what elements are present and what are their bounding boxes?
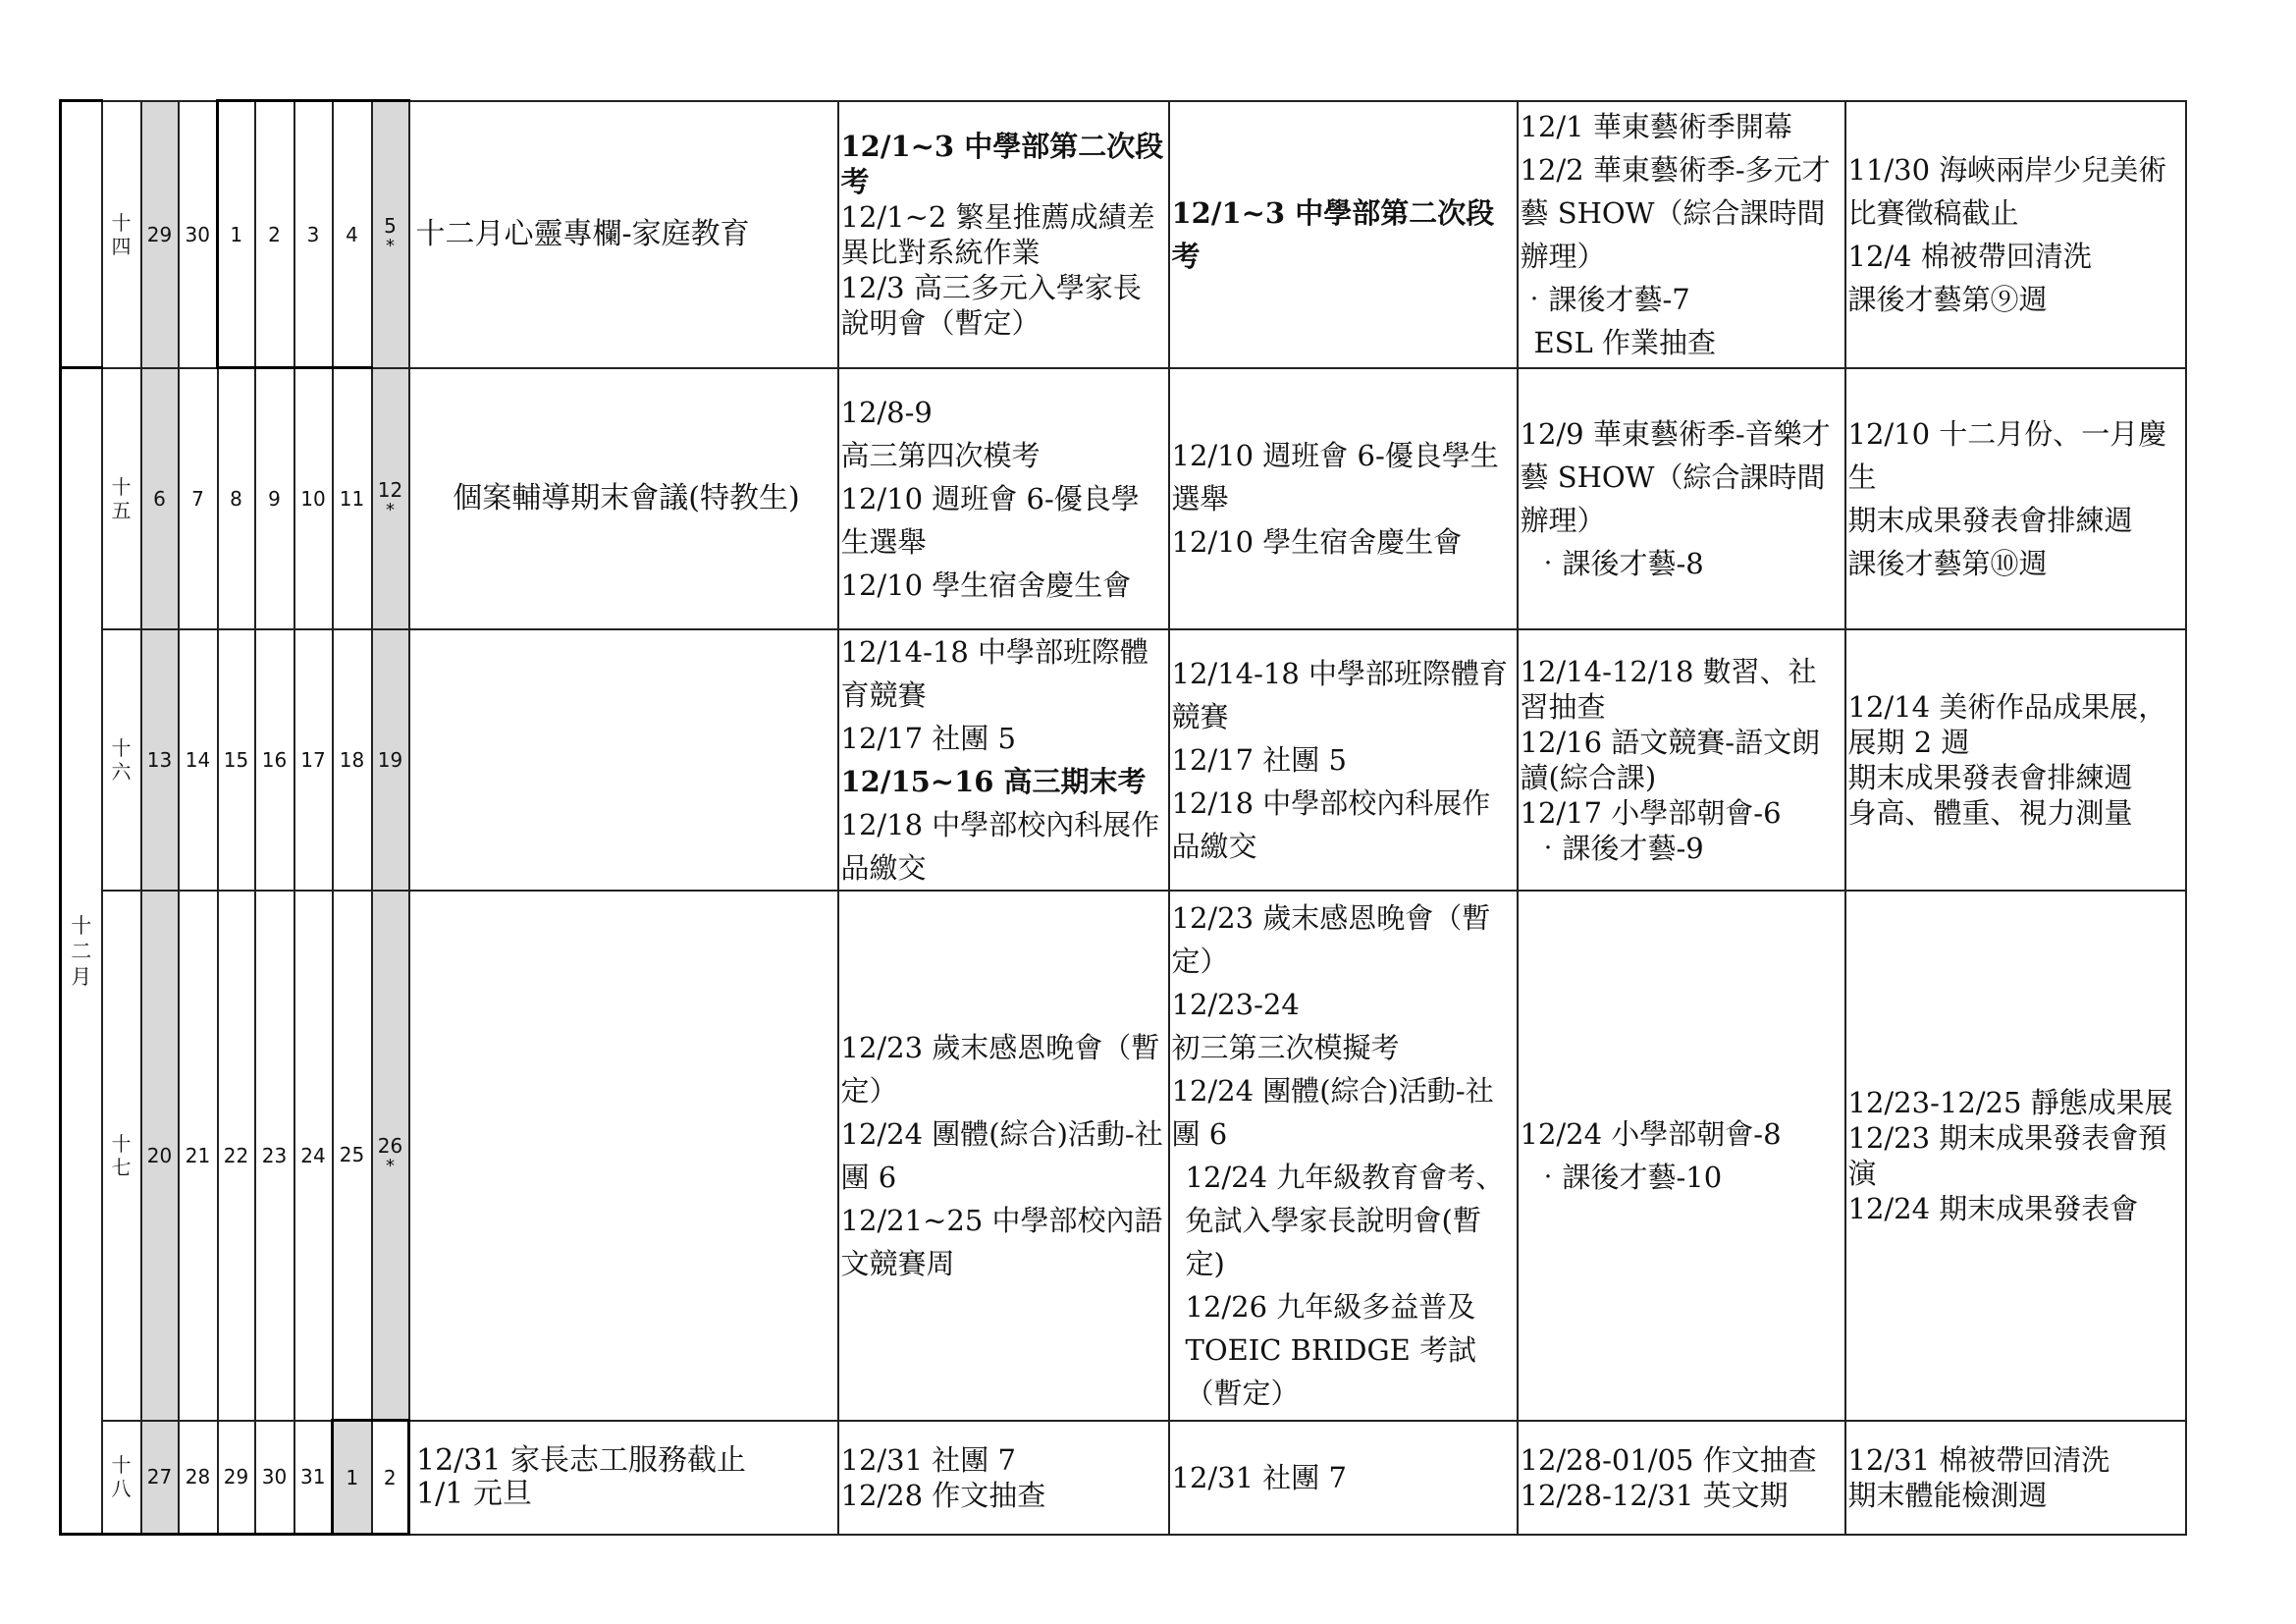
event-line: 12/31 社團 7 <box>1171 1460 1347 1494</box>
events-col2 <box>1169 891 1518 1421</box>
events-col3 <box>1518 1421 1845 1535</box>
event-line: 12/3 高三多元入學家長說明會（暫定） <box>840 270 1142 340</box>
event-line: 12/26 九年級多益普及 TOEIC BRIDGE 考試（暫定） <box>1185 1289 1477 1410</box>
day-cell: 11 <box>333 368 372 629</box>
event-line: 期末成果發表會排練週 <box>1847 760 2133 794</box>
week-number: 十 八 <box>102 1421 141 1535</box>
event-line: 課後才藝第⑩週 <box>1847 546 2048 580</box>
events-col4 <box>1845 101 2186 368</box>
event-line: 12/18 中學部校內科展作品繳交 <box>1171 785 1491 863</box>
event-line: 12/24 期末成果發表會 <box>1847 1191 2139 1225</box>
day-cell-sat <box>372 101 409 368</box>
event-line: 12/23 期末成果發表會預演 <box>1847 1120 2167 1190</box>
day-cell: 17 <box>294 629 333 891</box>
event-line: 12/1~3 中學部第二次段考 <box>840 129 1164 198</box>
event-line: 12/4 棉被帶回清洗 <box>1847 239 2092 273</box>
day-cell: 9 <box>255 368 294 629</box>
event-line: 12/17 社團 5 <box>1171 742 1347 777</box>
week-number: 十 六 <box>102 629 141 891</box>
events-col1 <box>838 1421 1169 1535</box>
event-line: 12/24 團體(綜合)活動-社團 6 <box>1171 1073 1494 1151</box>
day-cell: 23 <box>255 891 294 1421</box>
day-cell: 28 <box>179 1421 218 1535</box>
event-line: ‧課後才藝-9 <box>1533 831 1704 865</box>
day-cell: 30 <box>179 101 218 368</box>
event-line: 12/31 社團 7 <box>840 1442 1016 1477</box>
event-line: 高三第四次模考 <box>840 438 1041 472</box>
event-line: 12/31 家長志工服務截止 <box>416 1442 746 1478</box>
events-col4 <box>1845 891 2186 1421</box>
events-col2 <box>1169 101 1518 368</box>
week-row-17 <box>61 891 2186 1421</box>
event-line: 身高、體重、視力測量 <box>1847 795 2133 830</box>
star-mark: * <box>386 499 395 520</box>
week-number: 十 五 <box>102 368 141 629</box>
events-col4 <box>1845 629 2186 891</box>
event-line: 12/18 中學部校內科展作品繳交 <box>840 807 1160 885</box>
event-line: 12/10 十二月份、一月慶生 <box>1847 416 2167 494</box>
event-line: 12/28-12/31 英文期 <box>1520 1478 1789 1512</box>
event-line: 12/1~2 繁星推薦成績差異比對系統作業 <box>840 199 1155 269</box>
event-line: 12/14-18 中學部班際體育競賽 <box>840 634 1148 712</box>
day-cell: 1 <box>333 1421 372 1535</box>
event-line: 12/1~3 中學部第二次段考 <box>1171 195 1495 273</box>
day-cell: 8 <box>218 368 255 629</box>
day-cell: 2 <box>255 101 294 368</box>
day-cell: 25 <box>333 891 372 1421</box>
day-cell: 14 <box>179 629 218 891</box>
events-col2 <box>1169 368 1518 629</box>
event-line: 12/2 華東藝術季-多元才藝 SHOW（綜合課時間辦理） <box>1520 152 1831 273</box>
theme-cell <box>409 629 838 891</box>
events-col4 <box>1845 368 2186 629</box>
week-number: 十 四 <box>102 101 141 368</box>
event-line: 12/10 週班會 6-優良學生選舉 <box>1171 438 1499 515</box>
event-line: 12/1 華東藝術季開幕 <box>1520 109 1792 143</box>
day-cell: 29 <box>141 101 179 368</box>
events-col4 <box>1845 1421 2186 1535</box>
event-line: 12/17 社團 5 <box>840 721 1016 755</box>
day-cell: 13 <box>141 629 179 891</box>
week-row-18 <box>61 1421 2186 1535</box>
event-line: 12/14 美術作品成果展，展期 2 週 <box>1847 689 2167 759</box>
day-cell: 2 <box>372 1421 409 1535</box>
event-line: 12/9 華東藝術季-音樂才藝 SHOW（綜合課時間辦理） <box>1520 416 1831 537</box>
day-cell: 24 <box>294 891 333 1421</box>
event-line: 12/10 學生宿舍慶生會 <box>840 568 1132 602</box>
school-calendar-table <box>59 99 2187 1536</box>
event-line: 初三第三次模擬考 <box>1171 1030 1400 1064</box>
event-line: 12/10 學生宿舍慶生會 <box>1171 524 1463 559</box>
month-cell-prev <box>61 101 102 368</box>
event-line: ‧課後才藝-8 <box>1533 546 1704 580</box>
event-line: 12/14-18 中學部班際體育競賽 <box>1171 656 1508 733</box>
day-cell: 16 <box>255 629 294 891</box>
events-col3 <box>1518 891 1845 1421</box>
day-cell: 15 <box>218 629 255 891</box>
event-line: 12/14-12/18 數習、社習抽查 <box>1520 654 1817 724</box>
event-line: 12/23-24 <box>1171 987 1300 1021</box>
theme-cell <box>409 891 838 1421</box>
event-line: 期末成果發表會排練週 <box>1847 503 2133 537</box>
events-col2 <box>1169 629 1518 891</box>
event-line: 12/16 語文競賽-語文朗讀(綜合課) <box>1520 725 1821 794</box>
month-label <box>61 368 102 1535</box>
events-col3 <box>1518 101 1845 368</box>
day-cell: 18 <box>333 629 372 891</box>
event-line: 12/24 小學部朝會-8 <box>1520 1116 1782 1151</box>
day-cell: 3 <box>294 101 333 368</box>
day-cell: 27 <box>141 1421 179 1535</box>
day-cell: 7 <box>179 368 218 629</box>
event-line: ESL 作業抽查 <box>1533 325 1717 359</box>
event-line: 12/15~16 高三期末考 <box>840 764 1147 798</box>
day-cell: 19 <box>372 629 409 891</box>
event-line: 12/23 歲末感恩晚會（暫定） <box>1171 900 1491 978</box>
event-line: ‧課後才藝-10 <box>1533 1160 1723 1194</box>
day-cell-sat <box>372 891 409 1421</box>
star-mark: * <box>386 1156 395 1177</box>
theme-cell: 十二月心靈專欄-家庭教育 <box>409 101 838 368</box>
day-cell: 29 <box>218 1421 255 1535</box>
event-line: 1/1 元旦 <box>416 1476 532 1511</box>
events-col3 <box>1518 368 1845 629</box>
day-cell: 30 <box>255 1421 294 1535</box>
event-line: ‧課後才藝-7 <box>1520 282 1690 316</box>
week-row-14 <box>61 101 2186 368</box>
event-line: 12/23-12/25 靜態成果展 <box>1847 1085 2173 1119</box>
day-number: 12 <box>377 477 403 502</box>
day-cell: 22 <box>218 891 255 1421</box>
events-col2 <box>1169 1421 1518 1535</box>
day-cell: 1 <box>218 101 255 368</box>
event-line: 12/28-01/05 作文抽查 <box>1520 1442 1817 1477</box>
week-row-16 <box>61 629 2186 891</box>
event-line: 12/28 作文抽查 <box>840 1478 1046 1512</box>
theme-cell: 個案輔導期末會議(特教生) <box>409 368 838 629</box>
week-number: 十 七 <box>102 891 141 1421</box>
event-line: 12/8-9 <box>840 395 933 429</box>
events-col1 <box>838 101 1169 368</box>
event-line: 12/24 團體(綜合)活動-社團 6 <box>840 1116 1163 1194</box>
event-line: 12/17 小學部朝會-6 <box>1520 795 1782 830</box>
day-cell: 20 <box>141 891 179 1421</box>
star-mark: * <box>386 235 395 256</box>
month-text: 十二月 <box>71 913 92 989</box>
theme-cell <box>409 1421 838 1535</box>
event-line: 12/10 週班會 6-優良學生選舉 <box>840 481 1140 559</box>
event-line: 12/24 九年級教育會考、免試入學家長說明會(暫定) <box>1185 1160 1505 1280</box>
events-col3 <box>1518 629 1845 891</box>
events-col1 <box>838 891 1169 1421</box>
day-number: 5 <box>384 213 397 238</box>
event-line: 課後才藝第⑨週 <box>1847 282 2048 316</box>
event-line: 11/30 海峽兩岸少兒美術比賽徵稿截止 <box>1847 152 2167 230</box>
day-cell: 4 <box>333 101 372 368</box>
event-line: 12/21~25 中學部校內語文競賽周 <box>840 1203 1163 1280</box>
events-col1 <box>838 368 1169 629</box>
events-col1 <box>838 629 1169 891</box>
week-row-15 <box>61 368 2186 629</box>
event-line: 12/31 棉被帶回清洗 <box>1847 1442 2110 1477</box>
event-line: 12/23 歲末感恩晚會（暫定） <box>840 1030 1160 1108</box>
day-cell: 10 <box>294 368 333 629</box>
day-number: 26 <box>377 1134 403 1159</box>
day-cell: 6 <box>141 368 179 629</box>
day-cell-sat <box>372 368 409 629</box>
event-line: 期末體能檢測週 <box>1847 1478 2048 1512</box>
day-cell: 31 <box>294 1421 333 1535</box>
day-cell: 21 <box>179 891 218 1421</box>
